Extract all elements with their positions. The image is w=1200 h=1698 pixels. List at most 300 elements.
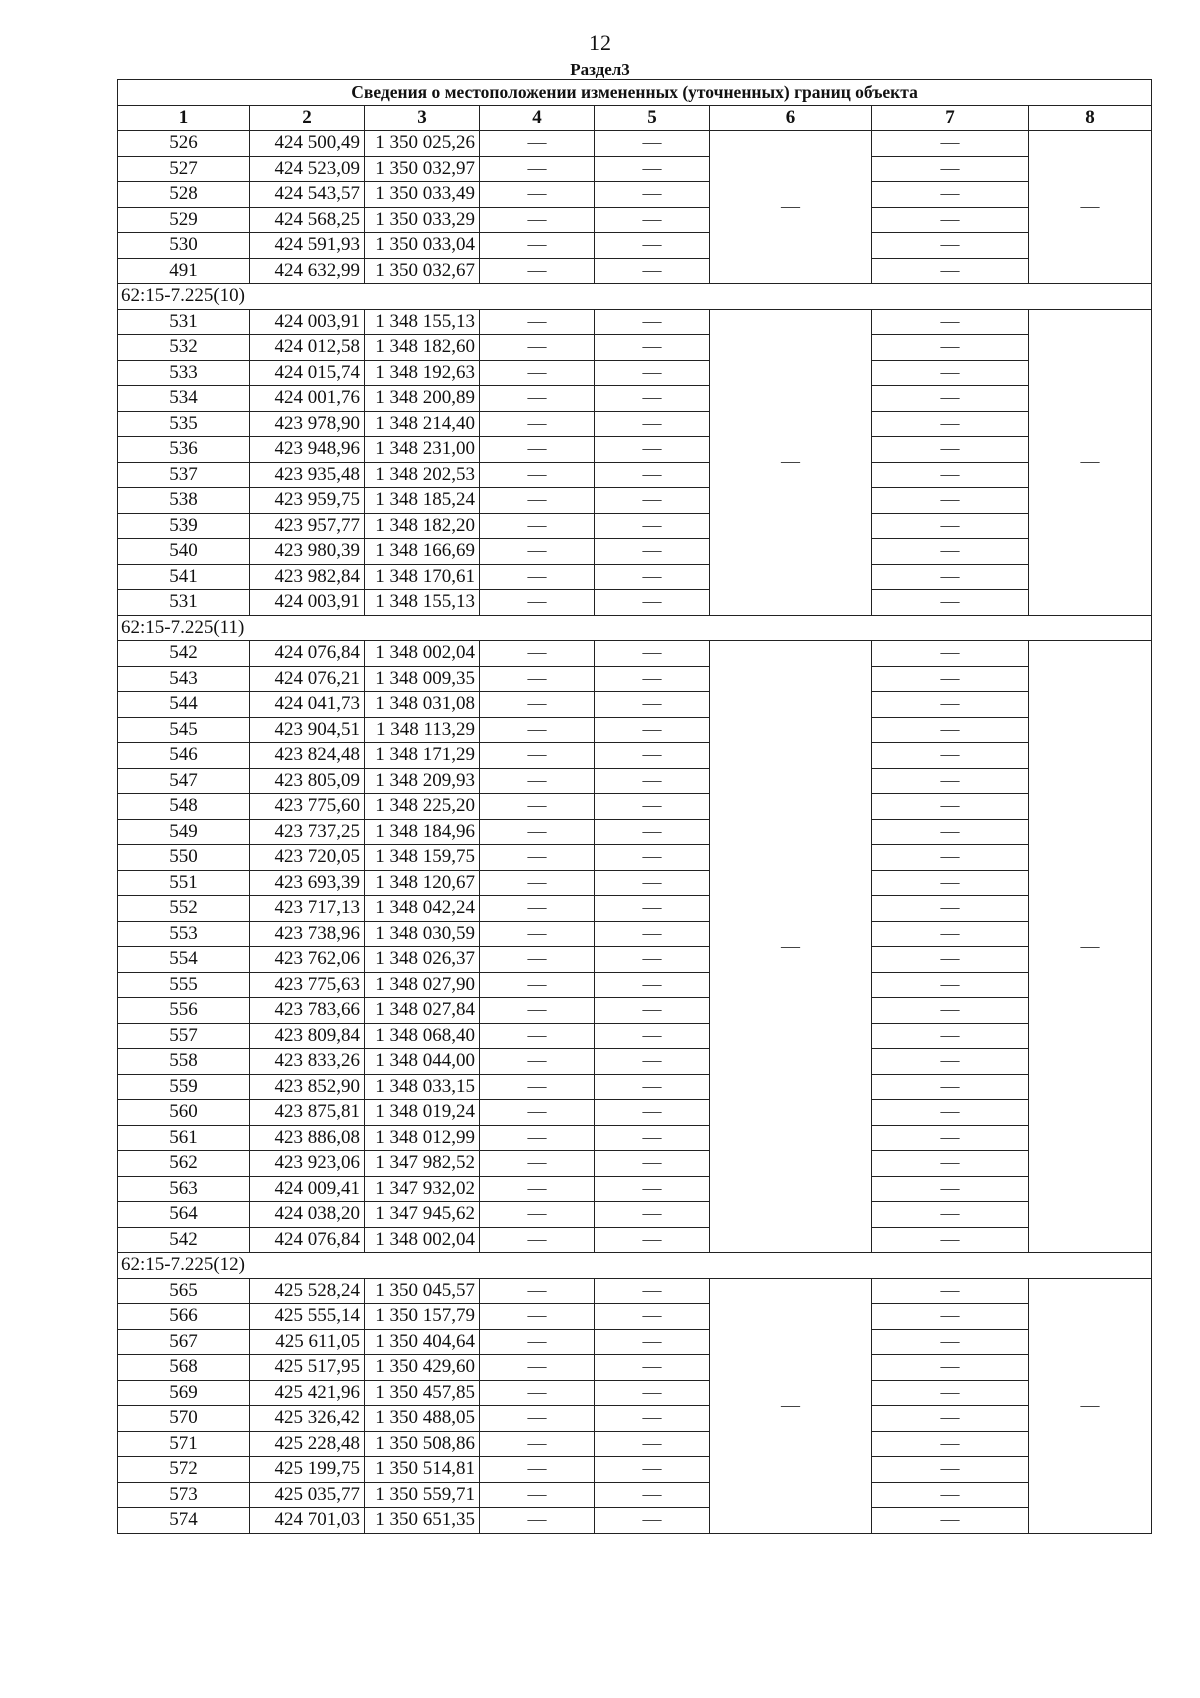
x-coordinate-cell: 424 500,49 <box>250 131 365 157</box>
column-header: 8 <box>1029 105 1152 131</box>
column-4-cell: — <box>480 896 595 922</box>
y-coordinate-cell: 1 348 120,67 <box>365 870 480 896</box>
y-coordinate-cell: 1 350 404,64 <box>365 1329 480 1355</box>
x-coordinate-cell: 424 076,84 <box>250 1227 365 1253</box>
column-7-cell: — <box>872 156 1029 182</box>
column-4-cell: — <box>480 870 595 896</box>
y-coordinate-cell: 1 348 027,90 <box>365 972 480 998</box>
column-4-cell: — <box>480 1329 595 1355</box>
x-coordinate-cell: 423 852,90 <box>250 1074 365 1100</box>
column-7-cell: — <box>872 998 1029 1024</box>
column-4-cell: — <box>480 207 595 233</box>
column-7-cell: — <box>872 1304 1029 1330</box>
x-coordinate-cell: 423 737,25 <box>250 819 365 845</box>
point-number-cell: 549 <box>118 819 250 845</box>
point-number-cell: 491 <box>118 258 250 284</box>
column-5-cell: — <box>595 156 710 182</box>
y-coordinate-cell: 1 350 032,97 <box>365 156 480 182</box>
table-caption: Сведения о местоположении измененных (уточненных) границ объекта <box>118 80 1152 106</box>
column-6-merged-cell: — <box>710 131 872 284</box>
y-coordinate-cell: 1 348 155,13 <box>365 590 480 616</box>
table-row <box>118 462 1152 488</box>
column-7-cell: — <box>872 1227 1029 1253</box>
column-7-cell: — <box>872 845 1029 871</box>
column-5-cell: — <box>595 411 710 437</box>
x-coordinate-cell: 423 775,63 <box>250 972 365 998</box>
y-coordinate-cell: 1 348 202,53 <box>365 462 480 488</box>
column-5-cell: — <box>595 666 710 692</box>
column-4-cell: — <box>480 768 595 794</box>
point-number-cell: 537 <box>118 462 250 488</box>
table-row <box>118 845 1152 871</box>
column-4-cell: — <box>480 564 595 590</box>
column-7-cell: — <box>872 641 1029 667</box>
column-5-cell: — <box>595 768 710 794</box>
table-row <box>118 998 1152 1024</box>
column-5-cell: — <box>595 207 710 233</box>
y-coordinate-cell: 1 348 159,75 <box>365 845 480 871</box>
y-coordinate-cell: 1 348 026,37 <box>365 947 480 973</box>
column-4-cell: — <box>480 743 595 769</box>
x-coordinate-cell: 424 543,57 <box>250 182 365 208</box>
column-5-cell: — <box>595 1457 710 1483</box>
y-coordinate-cell: 1 350 033,49 <box>365 182 480 208</box>
x-coordinate-cell: 424 041,73 <box>250 692 365 718</box>
column-header: 4 <box>480 105 595 131</box>
column-6-merged-cell: — <box>710 1278 872 1533</box>
table-body <box>118 131 1152 1534</box>
column-7-cell: — <box>872 1406 1029 1432</box>
x-coordinate-cell: 425 035,77 <box>250 1482 365 1508</box>
y-coordinate-cell: 1 350 033,04 <box>365 233 480 259</box>
point-number-cell: 553 <box>118 921 250 947</box>
point-number-cell: 554 <box>118 947 250 973</box>
x-coordinate-cell: 425 611,05 <box>250 1329 365 1355</box>
y-coordinate-cell: 1 348 214,40 <box>365 411 480 437</box>
column-5-cell: — <box>595 692 710 718</box>
column-7-cell: — <box>872 1074 1029 1100</box>
x-coordinate-cell: 423 978,90 <box>250 411 365 437</box>
y-coordinate-cell: 1 348 171,29 <box>365 743 480 769</box>
column-8-merged-cell: — <box>1029 641 1152 1253</box>
column-4-cell: — <box>480 1074 595 1100</box>
x-coordinate-cell: 424 591,93 <box>250 233 365 259</box>
table-row <box>118 1049 1152 1075</box>
table-row <box>118 360 1152 386</box>
section-title: Раздел3 <box>570 60 630 79</box>
column-5-cell: — <box>595 1355 710 1381</box>
group-header-row <box>118 615 1152 641</box>
table-row <box>118 1278 1152 1304</box>
column-4-cell: — <box>480 1227 595 1253</box>
y-coordinate-cell: 1 348 200,89 <box>365 386 480 412</box>
column-5-cell: — <box>595 794 710 820</box>
table-row <box>118 182 1152 208</box>
column-7-cell: — <box>872 1100 1029 1126</box>
x-coordinate-cell: 423 693,39 <box>250 870 365 896</box>
column-5-cell: — <box>595 437 710 463</box>
x-coordinate-cell: 423 783,66 <box>250 998 365 1024</box>
point-number-cell: 562 <box>118 1151 250 1177</box>
table-row <box>118 870 1152 896</box>
point-number-cell: 560 <box>118 1100 250 1126</box>
column-7-cell: — <box>872 1431 1029 1457</box>
table-row <box>118 1023 1152 1049</box>
column-4-cell: — <box>480 1304 595 1330</box>
column-5-cell: — <box>595 513 710 539</box>
y-coordinate-cell: 1 350 429,60 <box>365 1355 480 1381</box>
point-number-cell: 571 <box>118 1431 250 1457</box>
x-coordinate-cell: 423 824,48 <box>250 743 365 769</box>
column-4-cell: — <box>480 590 595 616</box>
y-coordinate-cell: 1 350 045,57 <box>365 1278 480 1304</box>
table-row <box>118 743 1152 769</box>
column-4-cell: — <box>480 1202 595 1228</box>
column-header: 1 <box>118 105 250 131</box>
y-coordinate-cell: 1 348 231,00 <box>365 437 480 463</box>
column-4-cell: — <box>480 972 595 998</box>
column-5-cell: — <box>595 1049 710 1075</box>
column-7-cell: — <box>872 1482 1029 1508</box>
group-label: 62:15-7.225(12) <box>118 1253 1152 1279</box>
column-5-cell: — <box>595 182 710 208</box>
column-4-cell: — <box>480 360 595 386</box>
column-7-cell: — <box>872 717 1029 743</box>
column-7-cell: — <box>872 870 1029 896</box>
point-number-cell: 529 <box>118 207 250 233</box>
y-coordinate-cell: 1 348 009,35 <box>365 666 480 692</box>
y-coordinate-cell: 1 348 012,99 <box>365 1125 480 1151</box>
point-number-cell: 574 <box>118 1508 250 1534</box>
column-7-cell: — <box>872 896 1029 922</box>
point-number-cell: 547 <box>118 768 250 794</box>
column-4-cell: — <box>480 1355 595 1381</box>
column-4-cell: — <box>480 692 595 718</box>
column-4-cell: — <box>480 488 595 514</box>
table-row <box>118 1406 1152 1432</box>
point-number-cell: 567 <box>118 1329 250 1355</box>
column-number-row <box>118 105 1152 131</box>
point-number-cell: 535 <box>118 411 250 437</box>
column-7-cell: — <box>872 947 1029 973</box>
column-7-cell: — <box>872 590 1029 616</box>
x-coordinate-cell: 424 012,58 <box>250 335 365 361</box>
x-coordinate-cell: 423 833,26 <box>250 1049 365 1075</box>
x-coordinate-cell: 424 523,09 <box>250 156 365 182</box>
y-coordinate-cell: 1 348 002,04 <box>365 641 480 667</box>
column-7-cell: — <box>872 411 1029 437</box>
column-7-cell: — <box>872 1151 1029 1177</box>
column-4-cell: — <box>480 131 595 157</box>
column-5-cell: — <box>595 1380 710 1406</box>
y-coordinate-cell: 1 348 170,61 <box>365 564 480 590</box>
point-number-cell: 531 <box>118 309 250 335</box>
x-coordinate-cell: 423 923,06 <box>250 1151 365 1177</box>
table-row <box>118 1227 1152 1253</box>
column-4-cell: — <box>480 1380 595 1406</box>
column-5-cell: — <box>595 462 710 488</box>
column-5-cell: — <box>595 819 710 845</box>
table-row <box>118 335 1152 361</box>
column-7-cell: — <box>872 233 1029 259</box>
point-number-cell: 566 <box>118 1304 250 1330</box>
table-row <box>118 768 1152 794</box>
point-number-cell: 573 <box>118 1482 250 1508</box>
table-row <box>118 258 1152 284</box>
point-number-cell: 550 <box>118 845 250 871</box>
point-number-cell: 541 <box>118 564 250 590</box>
column-8-merged-cell: — <box>1029 1278 1152 1533</box>
column-7-cell: — <box>872 258 1029 284</box>
column-5-cell: — <box>595 1151 710 1177</box>
y-coordinate-cell: 1 350 651,35 <box>365 1508 480 1534</box>
x-coordinate-cell: 424 003,91 <box>250 309 365 335</box>
point-number-cell: 563 <box>118 1176 250 1202</box>
column-5-cell: — <box>595 1176 710 1202</box>
column-4-cell: — <box>480 233 595 259</box>
x-coordinate-cell: 424 009,41 <box>250 1176 365 1202</box>
y-coordinate-cell: 1 350 157,79 <box>365 1304 480 1330</box>
y-coordinate-cell: 1 348 068,40 <box>365 1023 480 1049</box>
table-row <box>118 1431 1152 1457</box>
x-coordinate-cell: 425 528,24 <box>250 1278 365 1304</box>
column-4-cell: — <box>480 1151 595 1177</box>
point-number-cell: 570 <box>118 1406 250 1432</box>
x-coordinate-cell: 423 904,51 <box>250 717 365 743</box>
point-number-cell: 527 <box>118 156 250 182</box>
page-number: 12 <box>589 30 611 55</box>
column-5-cell: — <box>595 1482 710 1508</box>
y-coordinate-cell: 1 350 457,85 <box>365 1380 480 1406</box>
x-coordinate-cell: 424 076,84 <box>250 641 365 667</box>
column-4-cell: — <box>480 794 595 820</box>
table-row <box>118 1176 1152 1202</box>
column-7-cell: — <box>872 539 1029 565</box>
point-number-cell: 532 <box>118 335 250 361</box>
point-number-cell: 546 <box>118 743 250 769</box>
point-number-cell: 539 <box>118 513 250 539</box>
column-4-cell: — <box>480 1100 595 1126</box>
column-4-cell: — <box>480 641 595 667</box>
column-5-cell: — <box>595 309 710 335</box>
column-7-cell: — <box>872 207 1029 233</box>
table-row <box>118 921 1152 947</box>
column-5-cell: — <box>595 1074 710 1100</box>
column-8-merged-cell: — <box>1029 309 1152 615</box>
column-7-cell: — <box>872 768 1029 794</box>
y-coordinate-cell: 1 350 488,05 <box>365 1406 480 1432</box>
y-coordinate-cell: 1 348 155,13 <box>365 309 480 335</box>
column-5-cell: — <box>595 947 710 973</box>
column-7-cell: — <box>872 1329 1029 1355</box>
y-coordinate-cell: 1 348 027,84 <box>365 998 480 1024</box>
y-coordinate-cell: 1 350 514,81 <box>365 1457 480 1483</box>
point-number-cell: 568 <box>118 1355 250 1381</box>
column-7-cell: — <box>872 1176 1029 1202</box>
y-coordinate-cell: 1 347 932,02 <box>365 1176 480 1202</box>
column-4-cell: — <box>480 1023 595 1049</box>
x-coordinate-cell: 423 809,84 <box>250 1023 365 1049</box>
point-number-cell: 569 <box>118 1380 250 1406</box>
column-7-cell: — <box>872 386 1029 412</box>
table-row <box>118 564 1152 590</box>
column-4-cell: — <box>480 182 595 208</box>
column-5-cell: — <box>595 1227 710 1253</box>
point-number-cell: 565 <box>118 1278 250 1304</box>
column-7-cell: — <box>872 666 1029 692</box>
point-number-cell: 540 <box>118 539 250 565</box>
group-label: 62:15-7.225(10) <box>118 284 1152 310</box>
column-7-cell: — <box>872 1023 1029 1049</box>
column-5-cell: — <box>595 1100 710 1126</box>
column-4-cell: — <box>480 717 595 743</box>
table-row <box>118 692 1152 718</box>
group-header-row <box>118 1253 1152 1279</box>
column-7-cell: — <box>872 1049 1029 1075</box>
column-5-cell: — <box>595 1406 710 1432</box>
x-coordinate-cell: 423 959,75 <box>250 488 365 514</box>
column-4-cell: — <box>480 1406 595 1432</box>
point-number-cell: 564 <box>118 1202 250 1228</box>
column-5-cell: — <box>595 641 710 667</box>
table-row <box>118 411 1152 437</box>
column-5-cell: — <box>595 921 710 947</box>
x-coordinate-cell: 424 701,03 <box>250 1508 365 1534</box>
column-5-cell: — <box>595 1125 710 1151</box>
x-coordinate-cell: 424 001,76 <box>250 386 365 412</box>
x-coordinate-cell: 424 003,91 <box>250 590 365 616</box>
column-7-cell: — <box>872 1380 1029 1406</box>
table-row <box>118 539 1152 565</box>
column-5-cell: — <box>595 233 710 259</box>
y-coordinate-cell: 1 348 042,24 <box>365 896 480 922</box>
column-7-cell: — <box>872 819 1029 845</box>
column-4-cell: — <box>480 156 595 182</box>
column-7-cell: — <box>872 1125 1029 1151</box>
x-coordinate-cell: 423 935,48 <box>250 462 365 488</box>
point-number-cell: 556 <box>118 998 250 1024</box>
x-coordinate-cell: 423 805,09 <box>250 768 365 794</box>
table-row <box>118 794 1152 820</box>
column-5-cell: — <box>595 258 710 284</box>
column-5-cell: — <box>595 998 710 1024</box>
y-coordinate-cell: 1 348 166,69 <box>365 539 480 565</box>
column-7-cell: — <box>872 1202 1029 1228</box>
column-7-cell: — <box>872 360 1029 386</box>
y-coordinate-cell: 1 348 184,96 <box>365 819 480 845</box>
table-row <box>118 437 1152 463</box>
table-row <box>118 666 1152 692</box>
y-coordinate-cell: 1 348 182,60 <box>365 335 480 361</box>
point-number-cell: 538 <box>118 488 250 514</box>
y-coordinate-cell: 1 348 030,59 <box>365 921 480 947</box>
table-row <box>118 1074 1152 1100</box>
table-row <box>118 309 1152 335</box>
column-5-cell: — <box>595 131 710 157</box>
y-coordinate-cell: 1 350 508,86 <box>365 1431 480 1457</box>
table-row <box>118 233 1152 259</box>
column-4-cell: — <box>480 998 595 1024</box>
y-coordinate-cell: 1 348 019,24 <box>365 1100 480 1126</box>
column-7-cell: — <box>872 513 1029 539</box>
point-number-cell: 545 <box>118 717 250 743</box>
point-number-cell: 559 <box>118 1074 250 1100</box>
y-coordinate-cell: 1 350 025,26 <box>365 131 480 157</box>
column-7-cell: — <box>872 743 1029 769</box>
x-coordinate-cell: 423 762,06 <box>250 947 365 973</box>
column-7-cell: — <box>872 488 1029 514</box>
point-number-cell: 531 <box>118 590 250 616</box>
y-coordinate-cell: 1 348 113,29 <box>365 717 480 743</box>
point-number-cell: 530 <box>118 233 250 259</box>
column-header: 2 <box>250 105 365 131</box>
table-row <box>118 1355 1152 1381</box>
column-7-cell: — <box>872 692 1029 718</box>
column-header: 3 <box>365 105 480 131</box>
column-7-cell: — <box>872 1278 1029 1304</box>
column-5-cell: — <box>595 1508 710 1534</box>
column-7-cell: — <box>872 309 1029 335</box>
column-7-cell: — <box>872 1508 1029 1534</box>
table-row <box>118 488 1152 514</box>
column-4-cell: — <box>480 1508 595 1534</box>
column-4-cell: — <box>480 539 595 565</box>
point-number-cell: 555 <box>118 972 250 998</box>
column-5-cell: — <box>595 564 710 590</box>
y-coordinate-cell: 1 350 033,29 <box>365 207 480 233</box>
point-number-cell: 526 <box>118 131 250 157</box>
column-4-cell: — <box>480 335 595 361</box>
column-7-cell: — <box>872 921 1029 947</box>
table-row <box>118 1482 1152 1508</box>
table-row <box>118 386 1152 412</box>
column-7-cell: — <box>872 794 1029 820</box>
column-4-cell: — <box>480 666 595 692</box>
y-coordinate-cell: 1 350 032,67 <box>365 258 480 284</box>
column-5-cell: — <box>595 360 710 386</box>
x-coordinate-cell: 425 326,42 <box>250 1406 365 1432</box>
column-5-cell: — <box>595 896 710 922</box>
table-caption-row <box>118 80 1152 106</box>
x-coordinate-cell: 423 886,08 <box>250 1125 365 1151</box>
column-5-cell: — <box>595 1431 710 1457</box>
column-5-cell: — <box>595 1304 710 1330</box>
y-coordinate-cell: 1 348 182,20 <box>365 513 480 539</box>
column-4-cell: — <box>480 309 595 335</box>
y-coordinate-cell: 1 347 982,52 <box>365 1151 480 1177</box>
column-7-cell: — <box>872 335 1029 361</box>
table-row <box>118 131 1152 157</box>
column-header: 5 <box>595 105 710 131</box>
table-row <box>118 207 1152 233</box>
column-7-cell: — <box>872 437 1029 463</box>
y-coordinate-cell: 1 350 559,71 <box>365 1482 480 1508</box>
table-row <box>118 513 1152 539</box>
x-coordinate-cell: 424 632,99 <box>250 258 365 284</box>
x-coordinate-cell: 424 038,20 <box>250 1202 365 1228</box>
y-coordinate-cell: 1 348 185,24 <box>365 488 480 514</box>
point-number-cell: 572 <box>118 1457 250 1483</box>
column-7-cell: — <box>872 182 1029 208</box>
column-5-cell: — <box>595 1329 710 1355</box>
table-row <box>118 1304 1152 1330</box>
column-5-cell: — <box>595 845 710 871</box>
table-row <box>118 1457 1152 1483</box>
group-header-row <box>118 284 1152 310</box>
point-number-cell: 548 <box>118 794 250 820</box>
x-coordinate-cell: 423 957,77 <box>250 513 365 539</box>
column-7-cell: — <box>872 972 1029 998</box>
